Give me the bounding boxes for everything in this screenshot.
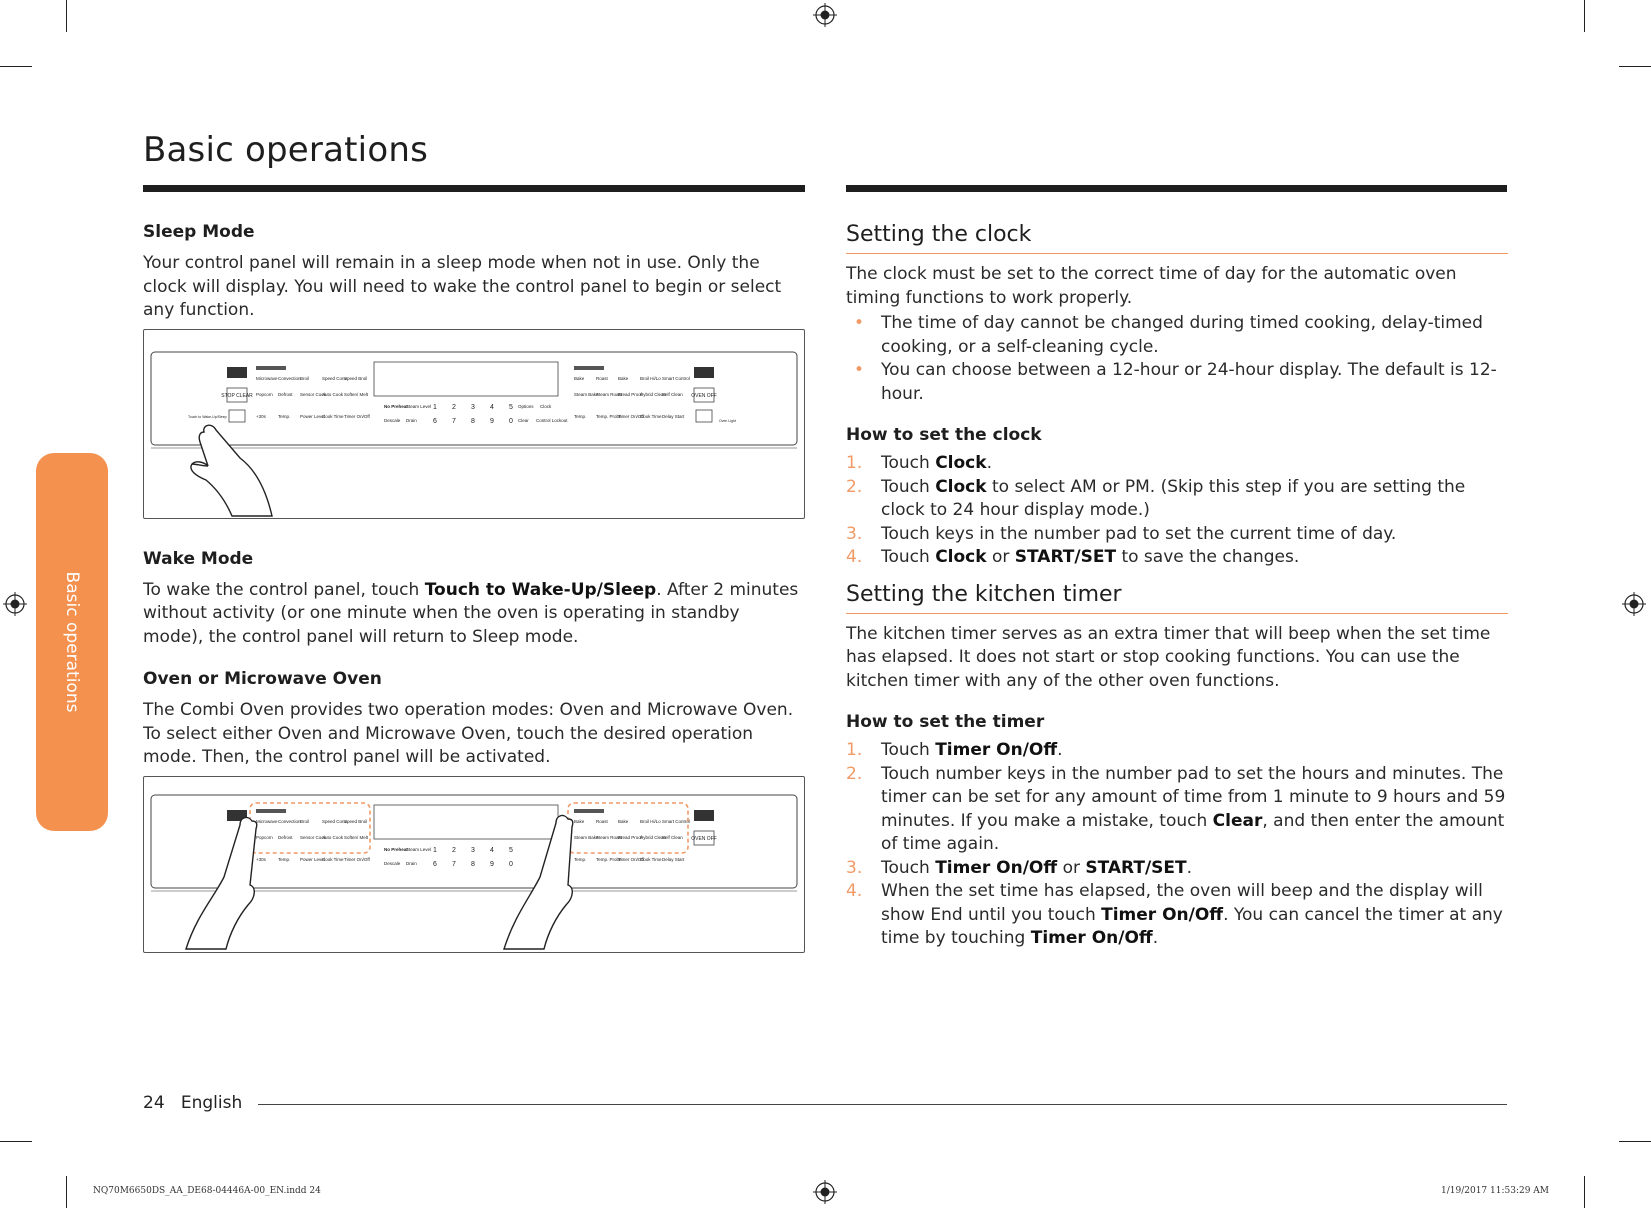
- step-number: 4.: [846, 547, 863, 567]
- panel-key: Cook Time: [322, 856, 344, 862]
- panel-key: Timer On/Off: [344, 413, 370, 419]
- panel-key: Popcorn: [256, 834, 273, 840]
- button-ref: Clock: [935, 476, 987, 497]
- sleep-mode-text: Your control panel will remain in a sleep mode when not in use. Only the clock will display. You will need to wake the control panel to begin or select any function.: [143, 253, 782, 320]
- panel-key: Sensor Cook: [300, 391, 327, 397]
- list-item: [846, 739, 1508, 763]
- oven-mode-heading: Oven or Microwave Oven: [143, 669, 382, 689]
- number-key: 5: [509, 403, 513, 411]
- panel-key: Soften/ Melt: [344, 391, 369, 397]
- button-ref: Clock: [935, 453, 987, 473]
- print-slug-right: 1/19/2017 11:53:29 AM: [1441, 1186, 1550, 1196]
- number-key: 9: [490, 860, 494, 868]
- panel-key: Temp.: [574, 856, 587, 862]
- wake-button-ref: Touch to Wake-Up/Sleep: [424, 579, 657, 600]
- step-text: Touch: [881, 740, 936, 760]
- panel-key: Defrost: [278, 391, 293, 397]
- number-key: 6: [433, 417, 437, 425]
- hand-pointer-icon: [504, 815, 573, 948]
- panel-key: Auto Cook: [322, 834, 344, 840]
- step-text: When the set time has elapsed, the oven will beep and the display will show End until you touch: [881, 881, 1483, 925]
- panel-key: Drain: [406, 860, 417, 866]
- list-item: [846, 763, 1508, 857]
- panel-key: Delay Start: [662, 856, 685, 862]
- control-panel-figure-mode: [143, 776, 805, 953]
- button-ref: START/SET: [1014, 547, 1117, 567]
- panel-key: +30s: [256, 856, 266, 862]
- panel-key: Temp.: [278, 413, 291, 419]
- panel-key: Steam Roast: [596, 834, 623, 840]
- list-item: [846, 452, 1508, 476]
- clock-intro-text: The clock must be set to the correct time of day for the automatic oven timing functions to work properly.: [846, 264, 1457, 308]
- side-tab-label: Basic operations: [62, 571, 82, 713]
- crop-mark: [0, 1141, 32, 1142]
- timer-intro-text: The kitchen timer serves as an extra timer that will beep when the set time has elapsed. It does not start or stop cooking functions. You can use the kitchen timer with any of the other oven functions.: [846, 623, 1491, 691]
- wake-text-part: . After 2 minutes without activity (or one minute when the oven is operating in standby mode), the control panel will return to Sleep mode.: [143, 579, 799, 647]
- panel-key: No Preheat: [384, 403, 408, 409]
- panel-key: Timer On/Off: [618, 856, 644, 862]
- right-column: [846, 222, 1508, 951]
- step-text: Touch: [881, 857, 936, 878]
- panel-key: Descale: [384, 417, 401, 423]
- step-text: or: [1057, 857, 1086, 878]
- panel-key: Power Level: [300, 856, 325, 862]
- step-number: 1.: [846, 453, 863, 473]
- registration-mark-icon: [813, 1180, 837, 1204]
- number-key: 8: [471, 860, 475, 868]
- how-to-set-timer-heading: How to set the timer: [846, 712, 1045, 732]
- panel-key: Temp. Probe: [596, 413, 622, 419]
- step-text: Touch number keys in the number pad to set the hours and minutes. The timer can be set for any amount of time from 1 minute to 9 hours and 59 minutes. If you make a mistake, touch: [881, 763, 1506, 831]
- panel-key: Bake: [618, 375, 629, 381]
- number-key: 0: [509, 860, 513, 868]
- chapter-side-tab[interactable]: [36, 453, 108, 831]
- step-number: 2.: [846, 763, 863, 784]
- panel-key: Bake: [574, 375, 585, 381]
- panel-key: Timer On/Off: [618, 413, 644, 419]
- panel-key: Defrost: [278, 834, 293, 840]
- number-key: 3: [471, 846, 475, 854]
- title-rule-left: [143, 185, 805, 192]
- panel-key: Power Level: [300, 413, 325, 419]
- list-item: [846, 880, 1508, 951]
- step-text: Touch keys in the number pad to set the current time of day.: [881, 523, 1397, 544]
- step-text: or: [986, 547, 1015, 567]
- panel-key: Speed Conv.: [322, 375, 348, 381]
- panel-key: Popcorn: [256, 391, 273, 397]
- control-panel-figure-sleep: [143, 329, 805, 519]
- wake-key-label: Touch to Wake-Up/Sleep: [188, 414, 227, 419]
- left-column: [143, 222, 805, 953]
- button-ref: Timer On/Off: [935, 857, 1058, 878]
- page-number: 24: [143, 1093, 165, 1113]
- panel-key: Speed Broil: [344, 375, 368, 381]
- control-panel-illustration: [144, 330, 804, 518]
- number-key: 0: [509, 417, 513, 425]
- step-text: .: [1186, 857, 1193, 878]
- button-ref: Clock: [935, 547, 987, 567]
- how-to-set-clock-heading: How to set the clock: [846, 425, 1042, 445]
- panel-key: Clock: [540, 403, 552, 409]
- step-text: Touch: [881, 547, 936, 567]
- step-number: 3.: [846, 857, 863, 878]
- number-key: 7: [452, 860, 456, 868]
- panel-key: Temp.: [574, 413, 587, 419]
- button-ref: Clear: [1212, 810, 1263, 831]
- panel-key: Steam Level: [406, 403, 432, 409]
- step-text: to save the changes.: [1116, 547, 1300, 567]
- panel-key: Cook Time: [640, 856, 662, 862]
- step-number: 3.: [846, 523, 863, 544]
- clock-steps-list: [846, 452, 1508, 570]
- button-ref: START/SET: [1085, 857, 1187, 878]
- panel-key: Convection: [278, 375, 301, 381]
- panel-key: Sensor Cook: [300, 834, 327, 840]
- number-key: 4: [490, 403, 494, 411]
- step-text: .: [1152, 928, 1159, 948]
- panel-key: Delay Start: [662, 413, 685, 419]
- timer-steps-list: [846, 739, 1508, 951]
- panel-key: Broil: [300, 818, 310, 824]
- panel-key: Microwave: [256, 818, 278, 824]
- panel-key: Steam Level: [406, 846, 432, 852]
- oven-off-key: OVEN OFF: [691, 392, 717, 399]
- page-footer: [143, 1093, 242, 1113]
- crop-mark: [66, 1176, 67, 1208]
- panel-key: Self Clean: [662, 834, 683, 840]
- step-number: 2.: [846, 476, 863, 497]
- crop-mark: [0, 66, 32, 67]
- panel-key: Descale: [384, 860, 401, 866]
- panel-key: Auto Cook: [322, 391, 344, 397]
- panel-key: Steam Bake: [574, 834, 599, 840]
- panel-key: Temp.: [278, 856, 291, 862]
- number-key: 9: [490, 417, 494, 425]
- clock-notes-list: [846, 312, 1508, 406]
- number-key: 8: [471, 417, 475, 425]
- list-item: [846, 523, 1508, 547]
- panel-key: Roast: [596, 375, 608, 381]
- sleep-mode-heading: Sleep Mode: [143, 222, 255, 242]
- hand-pointer-icon: [186, 817, 257, 948]
- kitchen-timer-heading: Setting the kitchen timer: [846, 582, 1508, 614]
- panel-key: Steam Bake: [574, 391, 599, 397]
- panel-key: Bake: [618, 818, 629, 824]
- panel-key: Bake: [574, 818, 585, 824]
- number-key: 7: [452, 417, 456, 425]
- panel-key: Bread Proof: [618, 834, 643, 840]
- panel-key: Self Clean: [662, 391, 683, 397]
- hand-pointer-icon: [191, 425, 272, 516]
- number-key: 5: [509, 846, 513, 854]
- print-slug-left: NQ70M6650DS_AA_DE68-04446A-00_EN.indd 24: [93, 1186, 321, 1196]
- list-item: • The time of day cannot be changed during timed cooking, delay-timed cooking, or a self-cleaning cycle.: [846, 312, 1508, 359]
- wake-text-part: To wake the control panel, touch: [143, 579, 425, 600]
- step-number: 4.: [846, 881, 863, 901]
- panel-key: Broil Hi/Lo: [640, 818, 661, 824]
- panel-key: Smart Control: [662, 818, 690, 824]
- list-item: [846, 857, 1508, 881]
- panel-key: Microwave: [256, 375, 278, 381]
- page-title: Basic operations: [143, 130, 428, 170]
- step-text: to select AM or PM. (Skip this step if you are setting the clock to 24 hour display mode.): [881, 476, 1466, 520]
- button-ref: Timer On/Off: [1101, 904, 1224, 925]
- crop-mark: [1584, 1176, 1585, 1208]
- crop-mark: [66, 0, 67, 32]
- registration-mark-icon: [1622, 592, 1646, 616]
- step-text: Touch: [881, 453, 936, 473]
- panel-key: Hybrid Clean: [640, 391, 667, 397]
- panel-key: Broil Hi/Lo: [640, 375, 661, 381]
- oven-off-key: OVEN OFF: [691, 835, 717, 842]
- panel-key: Drain: [406, 417, 417, 423]
- step-text: Touch: [881, 476, 936, 497]
- list-item: • You can choose between a 12-hour or 24-hour display. The default is 12-hour.: [846, 359, 1508, 406]
- panel-key: Options: [518, 403, 534, 409]
- step-text: . You can cancel the timer at any time by touching: [881, 904, 1503, 948]
- panel-key: Broil: [300, 375, 310, 381]
- crop-mark: [1619, 66, 1651, 67]
- panel-key: Bread Proof: [618, 391, 643, 397]
- list-item: [846, 546, 1508, 570]
- crop-mark: [1584, 0, 1585, 32]
- panel-key: Clear: [518, 417, 529, 423]
- title-rule-right: [846, 185, 1507, 192]
- panel-key: Timer On/Off: [344, 856, 370, 862]
- number-key: 4: [490, 846, 494, 854]
- panel-key: Soften/ Melt: [344, 834, 369, 840]
- panel-key: Hybrid Clean: [640, 834, 667, 840]
- step-number: 1.: [846, 740, 863, 760]
- panel-key: Speed Conv.: [322, 818, 348, 824]
- wake-mode-text: [143, 579, 805, 650]
- panel-key: Steam Roast: [596, 391, 623, 397]
- registration-mark-icon: [3, 592, 27, 616]
- lamp-key-label: Oven Light: [719, 418, 736, 423]
- panel-key: Temp. Probe: [596, 856, 622, 862]
- step-text: .: [986, 453, 992, 473]
- crop-mark: [1619, 1141, 1651, 1142]
- footer-rule: [258, 1104, 1507, 1105]
- number-key: 1: [433, 403, 437, 411]
- step-text: , and then enter the amount of time again.: [881, 810, 1505, 854]
- panel-key: Cook Time: [322, 413, 344, 419]
- step-text: .: [1057, 740, 1063, 760]
- wake-mode-heading: Wake Mode: [143, 548, 254, 569]
- footer-language: English: [180, 1093, 243, 1113]
- stop-clear-key: STOP CLEAR: [221, 392, 253, 399]
- panel-key: No Preheat: [384, 846, 408, 852]
- number-key: 2: [452, 846, 456, 854]
- number-key: 3: [471, 403, 475, 411]
- setting-clock-heading: Setting the clock: [846, 222, 1508, 254]
- number-key: 2: [452, 403, 456, 411]
- panel-key: Roast: [596, 818, 608, 824]
- panel-key: +30s: [256, 413, 266, 419]
- button-ref: Timer On/Off: [935, 740, 1058, 760]
- number-key: 6: [433, 860, 437, 868]
- panel-key: Smart Control: [662, 375, 690, 381]
- number-key: 1: [433, 846, 437, 854]
- list-item: [846, 476, 1508, 523]
- panel-key: Control Lockout: [536, 417, 568, 423]
- panel-key: Cook Time: [640, 413, 662, 419]
- panel-key: Convection: [278, 818, 301, 824]
- button-ref: Timer On/Off: [1030, 928, 1153, 948]
- control-panel-illustration: [144, 777, 804, 952]
- oven-mode-text: The Combi Oven provides two operation modes: Oven and Microwave Oven. To select either Oven and Microwave Oven, touch the desired operation mode. Then, the control panel will be activated.: [143, 700, 794, 767]
- registration-mark-icon: [813, 3, 837, 27]
- panel-key: Speed Broil: [344, 818, 368, 824]
